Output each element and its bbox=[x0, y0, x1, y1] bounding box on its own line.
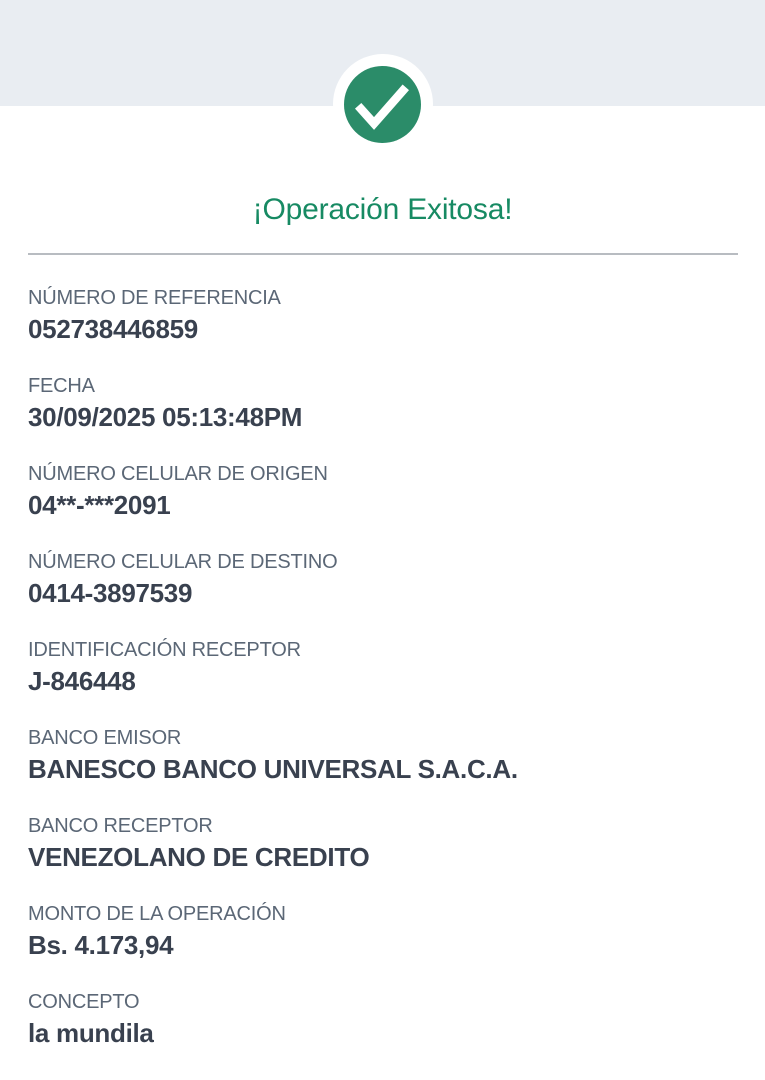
field-value: la mundila bbox=[28, 1018, 154, 1048]
field-value: BANESCO BANCO UNIVERSAL S.A.C.A. bbox=[28, 754, 518, 784]
field-label: FECHA bbox=[28, 375, 95, 397]
field-value: 04**-***2091 bbox=[28, 490, 171, 520]
receipt-field bbox=[28, 992, 737, 1048]
receipt-field bbox=[28, 464, 737, 520]
receipt-field bbox=[28, 552, 737, 608]
field-value: J-846448 bbox=[28, 666, 136, 696]
field-label: CONCEPTO bbox=[28, 991, 140, 1013]
field-label: NÚMERO DE REFERENCIA bbox=[28, 287, 281, 309]
receipt-field bbox=[28, 288, 737, 344]
field-label: NÚMERO CELULAR DE ORIGEN bbox=[28, 463, 328, 485]
receipt-field bbox=[28, 904, 737, 960]
receipt-field bbox=[28, 816, 737, 872]
success-icon-halo bbox=[333, 54, 433, 154]
field-value: 0414-3897539 bbox=[28, 578, 193, 608]
field-label: IDENTIFICACIÓN RECEPTOR bbox=[28, 639, 301, 661]
field-label: MONTO DE LA OPERACIÓN bbox=[28, 903, 286, 925]
page-title: ¡Operación Exitosa! bbox=[252, 193, 513, 226]
field-label: BANCO RECEPTOR bbox=[28, 815, 213, 837]
field-value: VENEZOLANO DE CREDITO bbox=[28, 842, 370, 872]
receipt-field bbox=[28, 376, 737, 432]
receipt-field bbox=[28, 728, 737, 784]
field-value: 052738446859 bbox=[28, 314, 198, 344]
check-circle-icon bbox=[344, 66, 421, 143]
field-value: 30/09/2025 05:13:48PM bbox=[28, 402, 303, 432]
field-label: NÚMERO CELULAR DE DESTINO bbox=[28, 551, 338, 573]
field-label: BANCO EMISOR bbox=[28, 727, 182, 749]
receipt-fields bbox=[28, 288, 737, 1080]
title-divider bbox=[28, 253, 738, 255]
receipt-field bbox=[28, 640, 737, 696]
field-value: Bs. 4.173,94 bbox=[28, 930, 174, 960]
